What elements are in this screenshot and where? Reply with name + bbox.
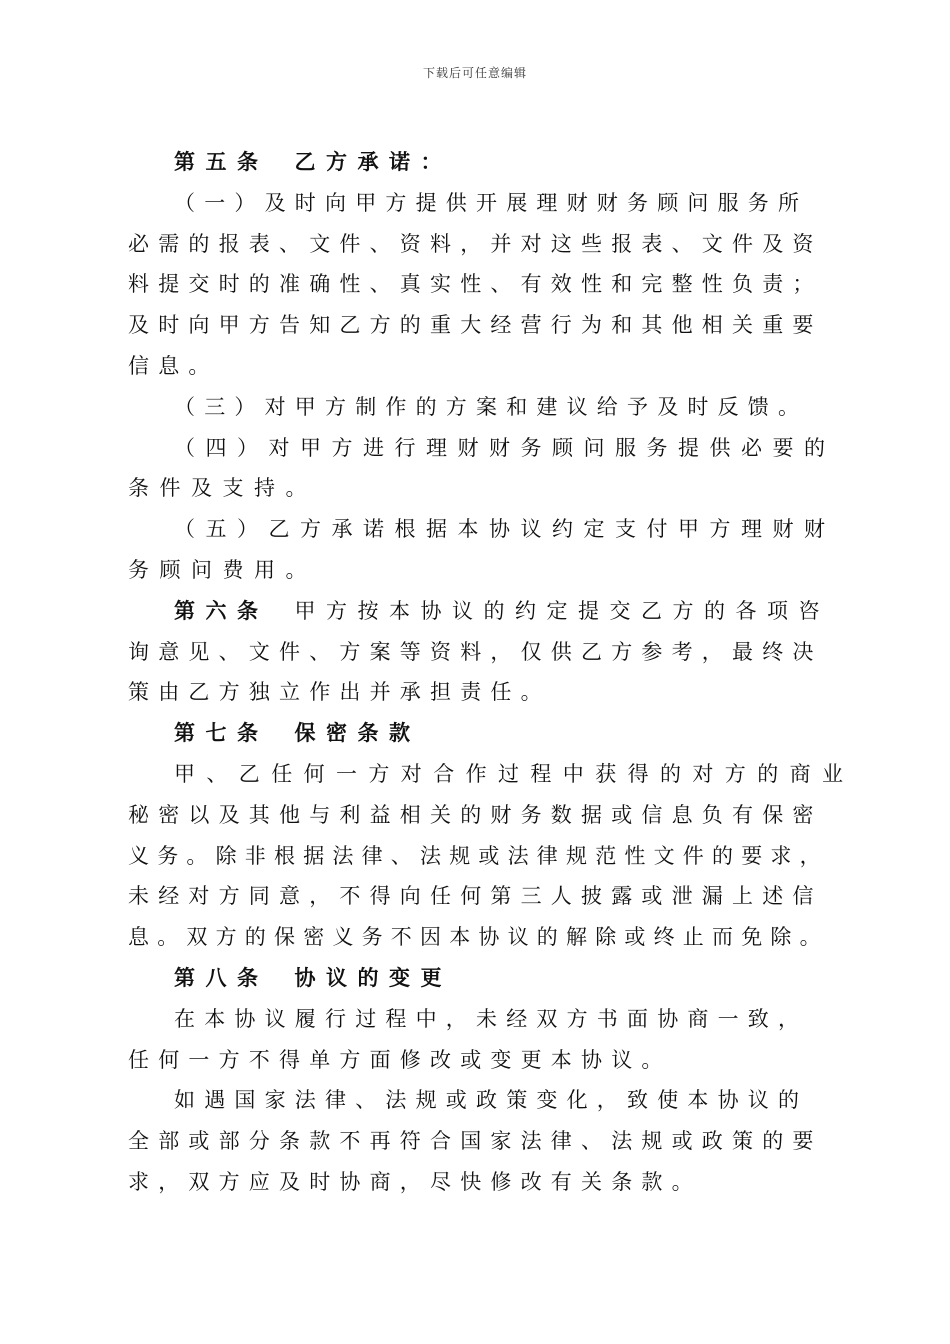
article-8-para-2-line: 全部或部分条款不再符合国家法律、法规或政策的要 — [128, 1129, 823, 1154]
article-5-item-3: （三）对甲方制作的方案和建议给予及时反馈。 — [174, 394, 809, 419]
article-7-line: 甲、乙任何一方对合作过程中获得的对方的商业 — [174, 761, 855, 786]
article-6-first-line — [128, 591, 828, 632]
article-8-para-2-line: 如遇国家法律、法规或政策变化，致使本协议的 — [174, 1088, 809, 1113]
article-7-title: 保密条款 — [294, 720, 421, 746]
article-6-text: 甲方按本协议的约定提交乙方的各项咨 — [294, 598, 830, 623]
article-5-item-5-line: 务顾问费用。 — [128, 557, 317, 582]
article-6-line: 询意见、文件、方案等资料，仅供乙方参考，最终决 — [128, 639, 823, 664]
article-5-item-1-line: 必需的报表、文件、资料，并对这些报表、文件及资 — [128, 231, 823, 256]
article-7-line: 秘密以及其他与利益相关的财务数据或信息负有保密 — [128, 802, 823, 827]
article-6-label: 第六条 — [174, 597, 269, 623]
article-5-title: 乙方承诺： — [294, 149, 452, 174]
page-header-note: 下载后可任意编辑 — [422, 66, 527, 80]
article-7-line: 未经对方同意，不得向任何第三人披露或泄漏上述信 — [128, 884, 823, 909]
article-5-item-1-line: 及时向甲方告知乙方的重大经营行为和其他相关重要 — [128, 313, 823, 338]
article-7-label: 第七条 — [174, 720, 269, 746]
article-7-heading — [128, 713, 828, 754]
article-5-item-4-line: 条件及支持。 — [128, 476, 317, 501]
article-7-line: 息。双方的保密义务不因本协议的解除或终止而免除。 — [128, 925, 829, 950]
article-8-para-1-line: 在本协议履行过程中，未经双方书面协商一致， — [174, 1006, 809, 1031]
article-5-item-1-line: 信息。 — [128, 353, 219, 378]
article-8-para-1-line: 任何一方不得单方面修改或变更本协议。 — [128, 1047, 672, 1072]
article-8-para-2-line: 求，双方应及时协商，尽快修改有关条款。 — [128, 1169, 702, 1194]
document-body — [128, 142, 855, 1203]
article-5-item-1-line: （一）及时向甲方提供开展理财财务顾问服务所 — [174, 190, 809, 215]
article-6-line: 策由乙方独立作出并承担责任。 — [128, 680, 551, 705]
article-5-heading — [128, 142, 828, 183]
article-5-item-5-line: （五）乙方承诺根据本协议约定支付甲方理财财 — [174, 517, 836, 542]
article-5-label: 第五条 — [174, 149, 269, 174]
article-8-label: 第八条 — [174, 964, 269, 990]
article-8-heading — [128, 958, 828, 999]
article-7-line: 义务。除非根据法律、法规或法律规范性文件的要求， — [128, 843, 829, 868]
article-5-item-1-line: 料提交时的准确性、真实性、有效性和完整性负责； — [128, 272, 823, 297]
article-8-title: 协议的变更 — [294, 964, 452, 990]
article-5-item-4-line: （四）对甲方进行理财财务顾问服务提供必要的 — [174, 435, 836, 460]
